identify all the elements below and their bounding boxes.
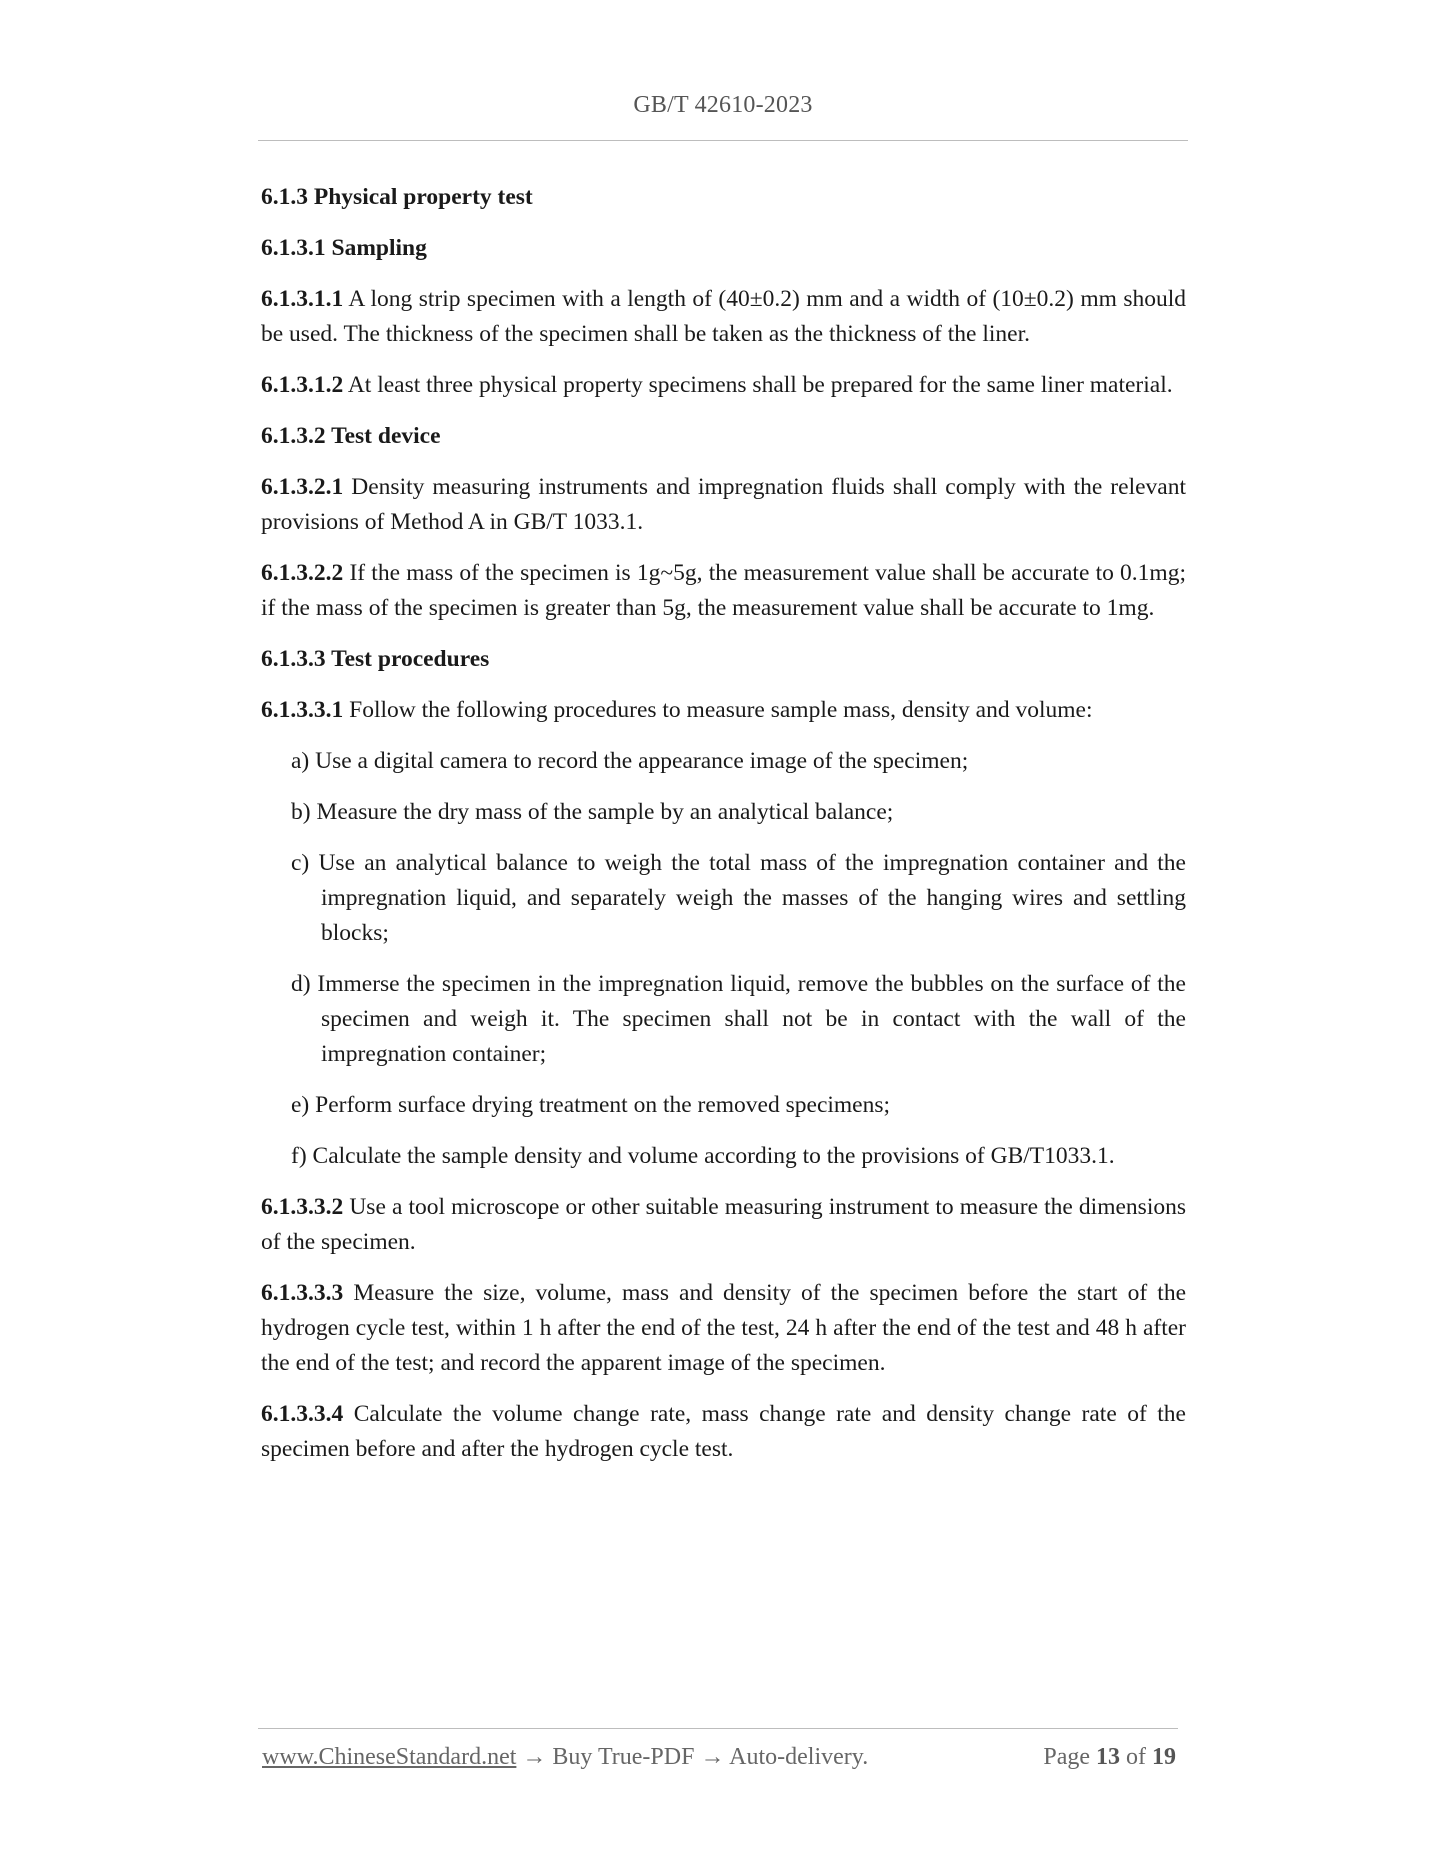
clause-text: A long strip specimen with a length of (40±0.2) mm and a width of (10±0.2) mm should be used. The thickness of the specimen shall be taken as the thickness of the liner.	[261, 286, 1186, 347]
section-heading: 6.1.3.1 Sampling	[261, 235, 427, 261]
clause-text: Calculate the volume change rate, mass change rate and density change rate of the specimen before and after the hydrogen cycle test.	[261, 1401, 1186, 1462]
clause-text: Follow the following procedures to measure sample mass, density and volume:	[343, 697, 1093, 723]
clause-number: 6.1.3.3.1	[261, 697, 344, 723]
clause-paragraph	[261, 368, 1186, 403]
list-item: f) Calculate the sample density and volume according to the provisions of GB/T1033.1.	[291, 1143, 1115, 1169]
clause-paragraph	[261, 556, 1186, 626]
clause-paragraph	[261, 470, 1186, 540]
document-body	[261, 180, 1186, 1467]
list-item: c) Use an analytical balance to weigh the total mass of the impregnation container and the impregnation liquid, and separately weigh the masses of the hanging wires and settling blocks;	[291, 850, 1186, 946]
footer-divider	[258, 1728, 1178, 1729]
clause-paragraph	[261, 693, 1186, 728]
page-label: Page	[1043, 1744, 1090, 1770]
of-label: of	[1126, 1744, 1146, 1770]
list-item: d) Immerse the specimen in the impregnation liquid, remove the bubbles on the surface of the specimen and weigh it. The specimen shall not be in contact with the wall of the impregnation container;	[291, 971, 1186, 1067]
total-pages-number: 19	[1152, 1744, 1176, 1770]
auto-delivery-text: Auto-delivery.	[729, 1744, 869, 1770]
clause-number: 6.1.3.2.2	[261, 560, 344, 586]
clause-number: 6.1.3.3.2	[261, 1194, 344, 1220]
clause-number: 6.1.3.1.2	[261, 372, 344, 398]
clause-text: Density measuring instruments and impregnation fluids shall comply with the relevant provisions of Method A in GB/T 1033.1.	[261, 474, 1186, 535]
clause-text: If the mass of the specimen is 1g~5g, the measurement value shall be accurate to 0.1mg; if the mass of the specimen is greater than 5g, the measurement value shall be accurate to 1mg.	[261, 560, 1186, 621]
clause-text: At least three physical property specimens shall be prepared for the same liner material.	[343, 372, 1173, 398]
chinesestandard-link[interactable]: www.ChineseStandard.net	[262, 1744, 517, 1770]
list-item: a) Use a digital camera to record the appearance image of the specimen;	[291, 748, 969, 774]
header-divider	[258, 140, 1188, 141]
clause-number: 6.1.3.1.1	[261, 286, 344, 312]
buy-true-pdf-text: Buy True-PDF	[552, 1744, 695, 1770]
clause-number: 6.1.3.3.3	[261, 1280, 344, 1306]
section-heading: 6.1.3.3 Test procedures	[261, 646, 490, 672]
clause-paragraph	[261, 1190, 1186, 1260]
clause-text: Measure the size, volume, mass and density of the specimen before the start of the hydrogen cycle test, within 1 h after the end of the test, 24 h after the end of the test and 48 h after the end of the test; and record the apparent image of the specimen.	[261, 1280, 1186, 1376]
clause-paragraph	[261, 1276, 1186, 1381]
arrow-right-icon: →	[700, 1744, 725, 1770]
current-page-number: 13	[1096, 1744, 1120, 1770]
clause-paragraph	[261, 1397, 1186, 1467]
arrow-right-icon: →	[522, 1744, 547, 1770]
clause-text: Use a tool microscope or other suitable measuring instrument to measure the dimensions of the specimen.	[261, 1194, 1186, 1255]
clause-number: 6.1.3.2.1	[261, 474, 344, 500]
clause-paragraph	[261, 282, 1186, 352]
section-heading: 6.1.3 Physical property test	[261, 184, 533, 210]
list-item: b) Measure the dry mass of the sample by an analytical balance;	[291, 799, 894, 825]
section-heading: 6.1.3.2 Test device	[261, 423, 441, 449]
page-header: GB/T 42610-2023	[633, 92, 813, 118]
clause-number: 6.1.3.3.4	[261, 1401, 344, 1427]
page-indicator	[1043, 1744, 1176, 1771]
footer-links	[262, 1744, 868, 1771]
list-item: e) Perform surface drying treatment on the removed specimens;	[291, 1092, 891, 1118]
